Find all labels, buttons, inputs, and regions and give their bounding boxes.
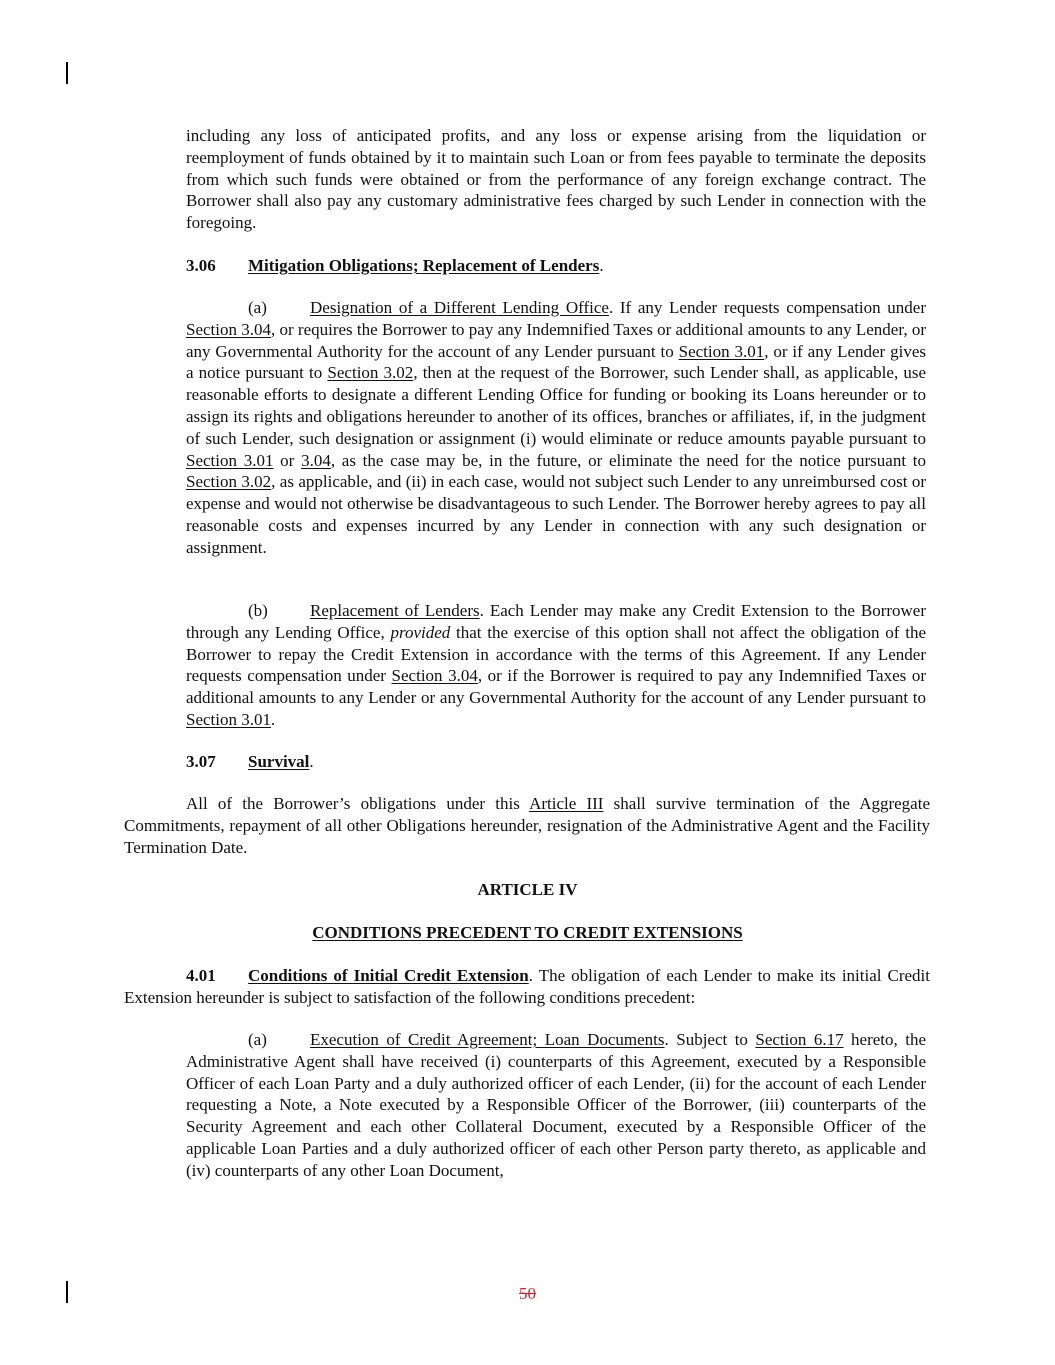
article-reference[interactable]: Article III bbox=[529, 794, 604, 813]
section-reference[interactable]: Section 6.17 bbox=[755, 1030, 844, 1049]
section-3-06-a bbox=[186, 297, 926, 559]
intro-text: including any loss of anticipated profits, and any loss or expense arising from the liquidation or reemployment of funds obtained by it to maintain such Loan or from fees payable to terminate the deposits from which such funds were obtained or from the performance of any foreign exchange contract. The Borrower shall also pay any customary administrative fees charged by such Lender in connection with the foregoing. bbox=[186, 126, 926, 233]
section-3-07-heading: 3.07 Survival. bbox=[186, 752, 314, 771]
section-3-06-b bbox=[186, 600, 926, 731]
section-title: Mitigation Obligations; Replacement of Lenders bbox=[248, 256, 600, 275]
subsection-label: (a) bbox=[248, 298, 267, 317]
section-reference[interactable]: Section 3.02 bbox=[186, 472, 272, 492]
section-title: Conditions of Initial Credit Extension bbox=[248, 966, 529, 985]
section-3-07-body bbox=[124, 793, 930, 858]
page-number: 50 bbox=[519, 1284, 536, 1303]
text-run: . If any Lender requests compensation under bbox=[608, 298, 927, 317]
text-run: , then at the request of the Borrower, such Lender shall, as applicable, use reasonable efforts to designate a different Lending Office for funding or booking its Loans hereunder or to assign its rights and obligations hereunder to another of its offices, branches or affiliates, if, in the judgment of such Lender, such designation or assignment (i) would eliminate or reduce amounts payable pursuant to bbox=[186, 363, 926, 448]
intro-paragraph bbox=[186, 125, 926, 234]
section-title: Survival bbox=[248, 752, 310, 771]
section-reference[interactable]: Section 3.01 bbox=[186, 450, 274, 470]
subsection-heading: Replacement of Lenders bbox=[310, 601, 480, 620]
section-3-06-heading: 3.06 Mitigation Obligations; Replacement of Lenders. bbox=[186, 256, 604, 275]
section-reference[interactable]: Section 3.02 bbox=[327, 363, 414, 383]
section-4-01-a bbox=[186, 1029, 926, 1182]
text-run: . bbox=[271, 709, 276, 729]
text-run: , or requires the Borrower to pay any Indemnified Taxes or additional amounts to any Lender, or any Governmental Authority for the account of any Lender pursuant to bbox=[186, 319, 926, 361]
section-reference[interactable]: Section 3.04 bbox=[391, 666, 478, 686]
article-label: ARTICLE IV bbox=[477, 880, 578, 899]
text-run: , as the case may be, in the future, or eliminate the need for the notice pursuant to bbox=[330, 450, 927, 470]
text-run: or bbox=[273, 450, 302, 470]
text-run: that the exercise of this option shall not affect the obligation of the Borrower to repay the Credit Extension in accordance with the terms of this Agreement. If any Lender requests compensation under bbox=[186, 622, 926, 686]
text-run: . The obligation of each Lender to make its initial Credit Extension hereunder is subject to satisfaction of the following conditions precedent: bbox=[124, 966, 930, 1007]
text-run: . Each Lender may make any Credit Extension to the Borrower through any Lending Office, bbox=[186, 601, 926, 642]
subsection-label: (a) bbox=[248, 1030, 267, 1049]
text-run: . Subject to bbox=[664, 1030, 756, 1049]
section-reference[interactable]: Section 3.01 bbox=[186, 709, 271, 729]
change-bar-top bbox=[66, 62, 68, 84]
section-4-01 bbox=[124, 965, 930, 1009]
text-run: hereto, the Administrative Agent shall have received (i) counterparts of this Agreement, executed by a Responsible Officer of each Loan Party and a duly authorized officer of each Lender, (ii) for the account of each Lender requesting a Note, a Note executed by a Responsible Officer of the Borrower, (iii) counterparts of the Security Agreement and each other Collateral Document, executed by a Responsible Officer of the applicable Loan Parties and a duly authorized officer of each other Person party thereto, as applicable and (iv) counterparts of any other Loan Document, bbox=[186, 1030, 926, 1180]
subsection-label: (b) bbox=[248, 601, 268, 620]
text-run: , or if any Lender gives a notice pursuant to bbox=[186, 341, 926, 383]
section-number: 3.07 bbox=[186, 752, 216, 771]
section-reference[interactable]: Section 3.04 bbox=[186, 319, 271, 339]
section-reference[interactable]: 3.04 bbox=[301, 450, 331, 470]
article-title-text: CONDITIONS PRECEDENT TO CREDIT EXTENSIONS bbox=[312, 923, 743, 942]
section-number: 3.06 bbox=[186, 256, 216, 275]
text-run: All of the Borrower’s obligations under this bbox=[186, 794, 530, 813]
text-run: , as applicable, and (ii) in each case, would not subject such Lender to any unreimbursed cost or expense and would not otherwise be disadvantageous to such Lender. The Borrower hereby agrees to pay all reasonable costs and expenses incurred by any Lender in connection with any such designation or assignment. bbox=[186, 472, 926, 557]
article-title bbox=[0, 922, 1055, 944]
text-run: , or if the Borrower is required to pay any Indemnified Taxes or additional amounts to any Lender or any Governmental Authority for the account of any Lender pursuant to bbox=[186, 666, 926, 708]
text-run: shall survive termination of the Aggregate Commitments, repayment of all other Obligations hereunder, resignation of the Administrative Agent and the Facility Termination Date. bbox=[124, 794, 930, 857]
section-number: 4.01 bbox=[186, 966, 216, 985]
emphasis-text: provided bbox=[390, 622, 451, 642]
section-reference[interactable]: Section 3.01 bbox=[678, 341, 765, 361]
subsection-heading: Execution of Credit Agreement; Loan Documents bbox=[310, 1030, 665, 1049]
subsection-heading: Designation of a Different Lending Office bbox=[310, 298, 609, 317]
